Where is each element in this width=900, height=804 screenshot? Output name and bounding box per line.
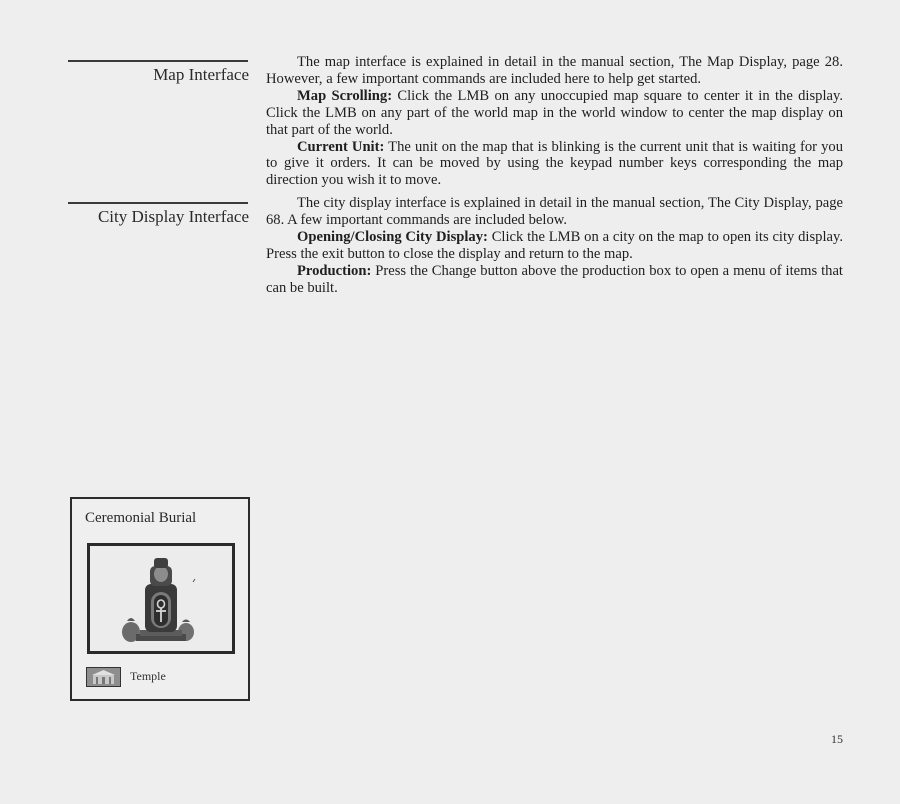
paragraph-text: Click the LMB on a city on the map to open its city display. Press the exit button to close the display and return to the map. — [266, 228, 843, 262]
paragraph-text: The city display interface is explained in detail in the manual section, The City Display, page 68. A few important commands are included below. — [266, 195, 843, 228]
advance-sidebar-box — [70, 497, 250, 701]
section-heading-map-interface: Map Interface — [153, 65, 249, 84]
paragraph — [266, 139, 843, 190]
requirement-label: Temple — [130, 669, 166, 683]
paragraph-lead: Map Scrolling: — [297, 87, 393, 104]
paragraph-text: The unit on the map that is blinking is the current unit that is waiting for you to give it orders. It can be moved by using the keypad number keys corresponding the map direction you wish it to move. — [266, 138, 843, 189]
paragraph-lead: Opening/Closing City Display: — [297, 228, 488, 245]
section-heading-city-display-interface: City Display Interface — [97, 207, 249, 226]
page-number: 15 — [831, 732, 843, 746]
paragraph — [266, 88, 843, 139]
paragraph — [266, 229, 843, 263]
paragraph — [266, 54, 843, 88]
paragraph-text: The map interface is explained in detail in the manual section, The Map Display, page 28. However, a few important commands are included here to help get started. — [266, 54, 843, 87]
ceremonial-burial-monument-icon — [87, 543, 235, 654]
paragraph-lead: Current Unit: — [297, 138, 385, 155]
section-rule-map-interface — [68, 60, 248, 62]
paragraph-text: Press the Change button above the production box to open a menu of items that can be built. — [266, 262, 843, 296]
section-body-map-interface — [266, 54, 843, 189]
paragraph — [266, 195, 843, 229]
section-body-city-display-interface — [266, 195, 843, 296]
paragraph-text: Click the LMB on any unoccupied map square to center it in the display. Click the LMB on any part of the world map in the world window to center the map display on that part of the world. — [266, 87, 843, 138]
temple-thumbnail-icon — [86, 667, 121, 687]
paragraph-lead: Production: — [297, 262, 372, 279]
paragraph — [266, 263, 843, 297]
monument-illustration — [90, 546, 232, 651]
section-rule-city-display-interface — [68, 202, 248, 204]
sidebar-title: Ceremonial Burial — [85, 510, 197, 526]
